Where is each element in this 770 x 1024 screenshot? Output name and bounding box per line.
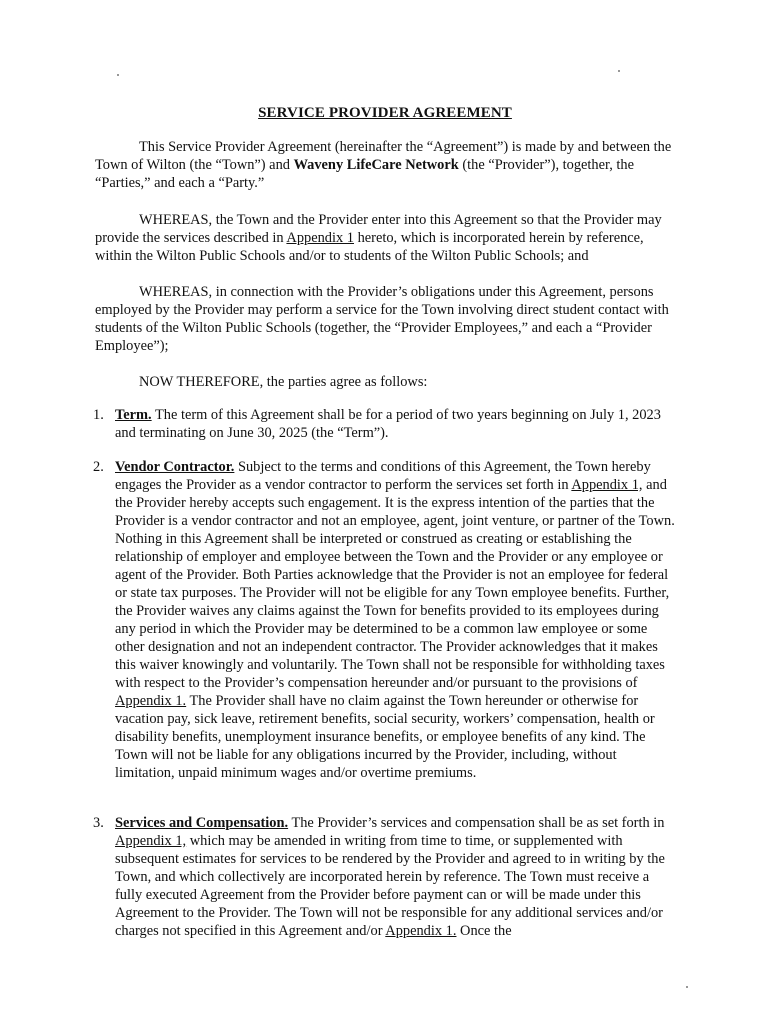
intro-text: This Service Provider Agreement (hereinafter the “Agreement”) is made by and between the Town of Wilton (the “Town”) and xyxy=(95,139,672,173)
scan-speck xyxy=(686,986,688,988)
clause-text: The Provider shall have no claim against the Town hereunder or otherwise for vacation pay, sick leave, retirement benefits, social security, workers’ compensation, health or disability benefits, unemployment insurance benefits, or employee benefits of any kind. The Town will not be liable for any obligations incurred by the Provider, including, without limitation, unpaid minimum wages and/or overtime premiums. xyxy=(115,693,655,781)
whereas1-text-end: hereto, which is incorporated herein by reference, within the Wilton Public Schools and/or to students of the Wilton Public Schools; and xyxy=(95,230,644,264)
intro-paragraph xyxy=(95,138,675,192)
clause-text: which may be amended in writing from time to time, or supplemented with subsequent estimates for services to be rendered by the Provider and agreed to in writing by the Town, and which collectively are incorporated herein by reference. The Town must receive a fully executed Agreement from the Provider before payment can or will be made under this Agreement to the Provider. The Town will not be responsible for any additional services and/or charges not specified in this Agreement and/or xyxy=(115,833,665,939)
whereas1-text: WHEREAS, the Town and the Provider enter into this Agreement so that the Provider may provide the services described in xyxy=(95,212,662,246)
intro-text-end: (the “Provider”), together, the “Parties,” and each a “Party.” xyxy=(95,157,635,191)
clause-body xyxy=(115,406,677,442)
clause-body xyxy=(115,814,677,940)
clause-services-compensation xyxy=(93,814,677,940)
clause-number: 3. xyxy=(93,815,104,831)
whereas-paragraph-2: WHEREAS, in connection with the Provider’s obligations under this Agreement, persons employed by the Provider may perform a service for the Town involving direct student contact with students of the Wilton Public Schools (together, the “Provider Employees,” and each a “Provider Employee”); xyxy=(95,284,669,354)
clause-heading: Term. xyxy=(115,407,152,423)
appendix-reference: Appendix 1 xyxy=(286,230,354,246)
appendix-reference: Appendix 1, xyxy=(571,477,643,493)
clause-vendor-contractor xyxy=(93,458,677,782)
clause-heading: Services and Compensation. xyxy=(115,815,289,831)
clause-body xyxy=(115,458,677,782)
scan-speck xyxy=(117,74,119,76)
appendix-reference: Appendix 1. xyxy=(115,693,187,709)
clause-text: and the Provider hereby accepts such engagement. It is the express intention of the parties that the Provider is a vendor contractor and not an employee, agent, joint venture, or partner of the Town. Nothing in this Agreement shall be interpreted or construed as creating or establishing the relationship of employer and employee between the Town and the Provider or any employee or agent of the Provider. Both Parties acknowledge that the Provider is not an employee for federal or state tax purposes. The Provider will not be eligible for any Town employee benefits. Further, the Provider waives any claims against the Town for benefits provided to its employees during any period in which the Provider may be determined to be a common law employee or some other designation and not an independent contractor. The Provider acknowledges that it makes this waiver knowingly and voluntarily. The Town shall not be responsible for withholding taxes with respect to the Provider’s compensation hereunder and/or pursuant to the provisions of xyxy=(115,477,675,691)
clause-text: The Provider’s services and compensation shall be as set forth in xyxy=(288,815,665,831)
document-title: SERVICE PROVIDER AGREEMENT xyxy=(258,105,512,121)
clause-number: 2. xyxy=(93,459,104,475)
clause-term xyxy=(93,406,677,442)
appendix-reference: Appendix 1. xyxy=(385,923,457,939)
whereas-paragraph-1 xyxy=(95,211,675,265)
now-therefore-paragraph: NOW THEREFORE, the parties agree as follows: xyxy=(139,374,428,390)
clause-heading: Vendor Contractor. xyxy=(115,459,235,475)
appendix-reference: Appendix 1, xyxy=(115,833,187,849)
clause-text: Once the xyxy=(456,923,512,939)
provider-name: Waveny LifeCare Network xyxy=(293,157,459,173)
clause-text: Subject to the terms and conditions of this Agreement, the Town hereby engages the Provider as a vendor contractor to perform the services set forth in xyxy=(115,459,651,493)
clause-text: The term of this Agreement shall be for a period of two years beginning on July 1, 2023 and terminating on June 30, 2025 (the “Term”). xyxy=(115,407,661,441)
clause-number: 1. xyxy=(93,407,104,423)
scan-speck xyxy=(618,70,620,72)
